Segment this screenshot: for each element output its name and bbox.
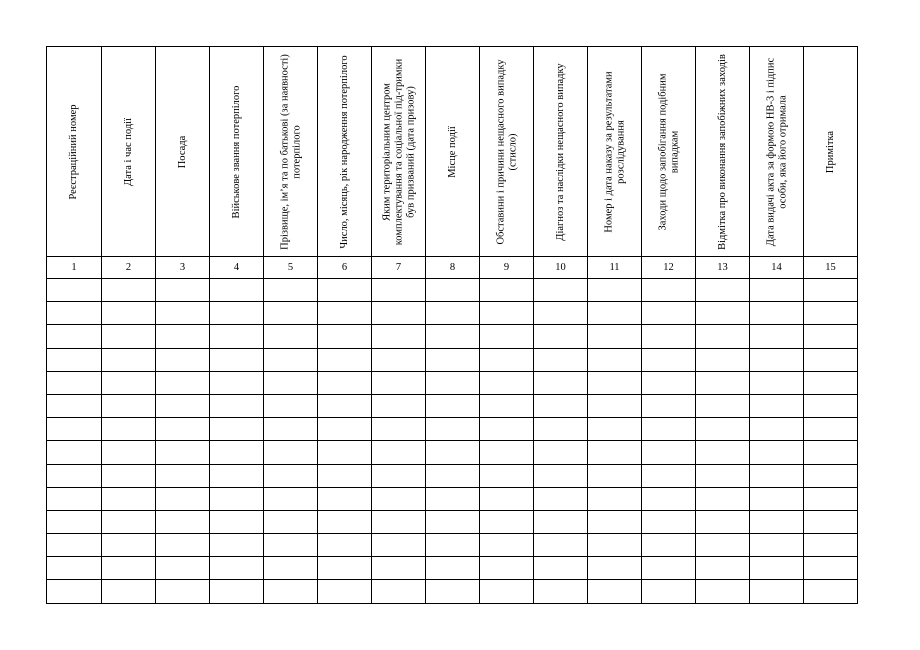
table-cell [210, 487, 264, 510]
table-cell [156, 441, 210, 464]
table-cell [102, 418, 156, 441]
table-cell [750, 371, 804, 394]
table-cell [642, 418, 696, 441]
table-cell [156, 279, 210, 302]
table-cell [750, 302, 804, 325]
header-label: Яким територіальним центром комплектування та соціальної під-тримки був призваний (дата призову) [380, 58, 416, 245]
header-note [804, 47, 858, 257]
table-cell [480, 464, 534, 487]
table-cell [318, 418, 372, 441]
table-cell [264, 394, 318, 417]
column-number: 5 [264, 257, 318, 279]
header-label: Заходи щодо запобігання подібним випадкам [656, 72, 680, 231]
table-cell [534, 418, 588, 441]
table-cell [372, 580, 426, 603]
table-cell [696, 325, 750, 348]
table-cell [534, 371, 588, 394]
table-cell [264, 464, 318, 487]
column-number: 14 [750, 257, 804, 279]
table-row [47, 348, 858, 371]
table-cell [264, 279, 318, 302]
header-label: Дата і час події [122, 117, 134, 186]
column-number: 9 [480, 257, 534, 279]
table-cell [534, 441, 588, 464]
table-cell [156, 371, 210, 394]
table-cell [642, 394, 696, 417]
table-cell [588, 348, 642, 371]
header-label: Реєстраційний номер [68, 103, 80, 200]
table-cell [102, 580, 156, 603]
table-cell [642, 534, 696, 557]
column-number-row [47, 257, 858, 279]
table-cell [480, 394, 534, 417]
header-label: Номер і дата наказу за результатами розслідування [602, 70, 626, 233]
table-cell [318, 441, 372, 464]
table-cell [480, 279, 534, 302]
table-cell [696, 279, 750, 302]
table-cell [696, 418, 750, 441]
table-cell [47, 394, 102, 417]
table-cell [588, 510, 642, 533]
table-cell [696, 394, 750, 417]
header-label: Обставини і причини нещасного випадку (стисло) [494, 58, 518, 245]
table-cell [642, 348, 696, 371]
table-cell [588, 279, 642, 302]
table-cell [264, 510, 318, 533]
table-cell [102, 348, 156, 371]
table-cell [588, 487, 642, 510]
table-cell [47, 441, 102, 464]
table-cell [642, 557, 696, 580]
table-cell [426, 580, 480, 603]
table-cell [534, 279, 588, 302]
table-cell [804, 418, 858, 441]
table-row [47, 418, 858, 441]
table-cell [750, 394, 804, 417]
table-cell [588, 580, 642, 603]
table-row [47, 580, 858, 603]
table-cell [696, 348, 750, 371]
table-cell [696, 534, 750, 557]
table-cell [642, 580, 696, 603]
table-cell [642, 371, 696, 394]
table-cell [210, 371, 264, 394]
header-full-name [264, 47, 318, 257]
table-cell [210, 580, 264, 603]
column-number: 7 [372, 257, 426, 279]
table-cell [750, 534, 804, 557]
table-cell [264, 418, 318, 441]
header-recruitment-center [372, 47, 426, 257]
column-number: 8 [426, 257, 480, 279]
table-cell [156, 557, 210, 580]
table-cell [480, 510, 534, 533]
header-label: Діагноз та наслідки нещасного випадку [554, 62, 566, 241]
table-cell [804, 487, 858, 510]
table-cell [534, 302, 588, 325]
table-cell [750, 325, 804, 348]
table-cell [264, 348, 318, 371]
table-cell [804, 441, 858, 464]
table-cell [750, 510, 804, 533]
header-birth-date [318, 47, 372, 257]
table-cell [534, 325, 588, 348]
table-cell [480, 325, 534, 348]
header-label: Відмітка про виконання запобіжних заходів [716, 53, 728, 250]
incident-register-table [46, 46, 858, 604]
table-row [47, 534, 858, 557]
table-cell [210, 510, 264, 533]
header-label: Прізвище, ім’я та по батькові (за наявності) потерпілого [278, 53, 302, 250]
table-cell [372, 557, 426, 580]
table-cell [642, 279, 696, 302]
table-cell [102, 464, 156, 487]
table-row [47, 279, 858, 302]
table-cell [210, 557, 264, 580]
table-cell [102, 279, 156, 302]
table-cell [426, 279, 480, 302]
column-number: 15 [804, 257, 858, 279]
table-cell [318, 534, 372, 557]
header-measures-completion [696, 47, 750, 257]
table-cell [102, 557, 156, 580]
table-cell [264, 325, 318, 348]
table-cell [804, 371, 858, 394]
table-cell [804, 279, 858, 302]
table-cell [426, 510, 480, 533]
table-cell [210, 394, 264, 417]
table-cell [372, 418, 426, 441]
table-cell [534, 580, 588, 603]
table-cell [426, 557, 480, 580]
table-cell [480, 557, 534, 580]
column-number: 6 [318, 257, 372, 279]
table-cell [47, 325, 102, 348]
table-cell [750, 557, 804, 580]
table-cell [372, 534, 426, 557]
table-cell [588, 325, 642, 348]
table-cell [642, 441, 696, 464]
header-prevention-measures [642, 47, 696, 257]
table-cell [588, 534, 642, 557]
table-cell [102, 441, 156, 464]
table-cell [588, 464, 642, 487]
table-cell [372, 279, 426, 302]
table-cell [588, 302, 642, 325]
table-cell [264, 302, 318, 325]
table-cell [588, 441, 642, 464]
table-cell [696, 302, 750, 325]
table-cell [426, 418, 480, 441]
table-cell [750, 279, 804, 302]
table-cell [804, 534, 858, 557]
table-cell [102, 325, 156, 348]
column-number: 3 [156, 257, 210, 279]
table-cell [588, 394, 642, 417]
table-row [47, 441, 858, 464]
column-number: 1 [47, 257, 102, 279]
table-cell [372, 464, 426, 487]
table-cell [318, 487, 372, 510]
table-cell [156, 534, 210, 557]
table-cell [210, 302, 264, 325]
table-cell [318, 464, 372, 487]
table-cell [156, 394, 210, 417]
table-cell [426, 302, 480, 325]
table-cell [696, 441, 750, 464]
table-cell [318, 348, 372, 371]
table-cell [47, 464, 102, 487]
table-cell [804, 464, 858, 487]
table-cell [372, 487, 426, 510]
table-cell [534, 487, 588, 510]
table-cell [372, 394, 426, 417]
table-cell [804, 325, 858, 348]
table-cell [210, 464, 264, 487]
table-cell [750, 418, 804, 441]
header-date-time [102, 47, 156, 257]
table-cell [480, 441, 534, 464]
table-cell [102, 534, 156, 557]
table-cell [588, 557, 642, 580]
table-cell [642, 325, 696, 348]
table-row [47, 557, 858, 580]
table-cell [264, 371, 318, 394]
header-label: Військове звання потерпілого [230, 85, 242, 218]
header-position [156, 47, 210, 257]
header-incident-place [426, 47, 480, 257]
table-cell [318, 394, 372, 417]
table-cell [534, 557, 588, 580]
table-cell [426, 325, 480, 348]
column-number: 4 [210, 257, 264, 279]
table-cell [102, 371, 156, 394]
table-cell [696, 510, 750, 533]
table-cell [588, 418, 642, 441]
table-cell [318, 557, 372, 580]
table-row [47, 302, 858, 325]
table-cell [534, 394, 588, 417]
header-label: Примітка [824, 130, 836, 173]
table-cell [102, 302, 156, 325]
header-label: Число, місяць, рік народження потерпілого [338, 54, 350, 249]
table-cell [47, 580, 102, 603]
table-cell [47, 487, 102, 510]
table-cell [264, 557, 318, 580]
table-cell [480, 302, 534, 325]
table-cell [156, 580, 210, 603]
table-cell [534, 464, 588, 487]
table-cell [156, 464, 210, 487]
header-label: Посада [176, 135, 188, 168]
table-cell [480, 371, 534, 394]
table-cell [372, 510, 426, 533]
table-row [47, 487, 858, 510]
table-cell [372, 371, 426, 394]
table-cell [156, 510, 210, 533]
table-cell [318, 302, 372, 325]
table-cell [534, 510, 588, 533]
table-cell [480, 580, 534, 603]
table-cell [642, 302, 696, 325]
table-cell [696, 487, 750, 510]
table-cell [210, 441, 264, 464]
header-order-number [588, 47, 642, 257]
table-row [47, 325, 858, 348]
table-cell [264, 580, 318, 603]
table-cell [47, 557, 102, 580]
table-cell [804, 580, 858, 603]
column-number: 11 [588, 257, 642, 279]
table-cell [372, 348, 426, 371]
table-cell [318, 580, 372, 603]
header-label: Дата видачі акта за формою НВ-3 і підпис особи, яка його отримала [764, 57, 788, 246]
table-cell [480, 348, 534, 371]
table-cell [318, 325, 372, 348]
table-cell [426, 371, 480, 394]
table-cell [588, 371, 642, 394]
table-cell [156, 302, 210, 325]
table-cell [156, 325, 210, 348]
table-row [47, 510, 858, 533]
table-cell [210, 348, 264, 371]
table-row [47, 394, 858, 417]
table-cell [804, 348, 858, 371]
table-cell [426, 534, 480, 557]
table-cell [210, 418, 264, 441]
column-number: 13 [696, 257, 750, 279]
table-row [47, 464, 858, 487]
table-cell [696, 580, 750, 603]
table-cell [426, 464, 480, 487]
table-cell [426, 348, 480, 371]
table-cell [804, 302, 858, 325]
table-cell [534, 348, 588, 371]
table-cell [534, 534, 588, 557]
table-cell [696, 464, 750, 487]
table-cell [750, 441, 804, 464]
table-cell [156, 487, 210, 510]
table-cell [156, 348, 210, 371]
table-cell [372, 325, 426, 348]
table-cell [47, 348, 102, 371]
table-cell [210, 279, 264, 302]
table-cell [264, 534, 318, 557]
table-cell [804, 394, 858, 417]
table-cell [47, 510, 102, 533]
table-cell [102, 487, 156, 510]
table-cell [804, 510, 858, 533]
table-cell [426, 487, 480, 510]
table-cell [642, 487, 696, 510]
table-cell [642, 464, 696, 487]
table-cell [426, 441, 480, 464]
table-cell [156, 418, 210, 441]
header-row [47, 47, 858, 257]
column-number: 10 [534, 257, 588, 279]
table-cell [480, 418, 534, 441]
table-cell [318, 371, 372, 394]
header-registration-number [47, 47, 102, 257]
table-cell [750, 464, 804, 487]
table-row [47, 371, 858, 394]
table-cell [47, 279, 102, 302]
header-military-rank [210, 47, 264, 257]
table-cell [750, 580, 804, 603]
table-cell [318, 510, 372, 533]
table-cell [804, 557, 858, 580]
table-cell [696, 371, 750, 394]
table-cell [210, 325, 264, 348]
table-cell [264, 487, 318, 510]
table-cell [480, 487, 534, 510]
column-number: 2 [102, 257, 156, 279]
table-cell [47, 371, 102, 394]
header-act-issue-date [750, 47, 804, 257]
table-cell [696, 557, 750, 580]
table-cell [480, 534, 534, 557]
table-cell [426, 394, 480, 417]
table-cell [102, 394, 156, 417]
column-number: 12 [642, 257, 696, 279]
table-cell [264, 441, 318, 464]
table-cell [47, 418, 102, 441]
header-diagnosis [534, 47, 588, 257]
table-cell [750, 348, 804, 371]
table-cell [47, 534, 102, 557]
table-cell [750, 487, 804, 510]
table-cell [372, 302, 426, 325]
header-circumstances [480, 47, 534, 257]
table-cell [47, 302, 102, 325]
table-cell [210, 534, 264, 557]
header-label: Місце події [446, 125, 458, 178]
table-cell [102, 510, 156, 533]
table-cell [372, 441, 426, 464]
table-cell [642, 510, 696, 533]
table-cell [318, 279, 372, 302]
